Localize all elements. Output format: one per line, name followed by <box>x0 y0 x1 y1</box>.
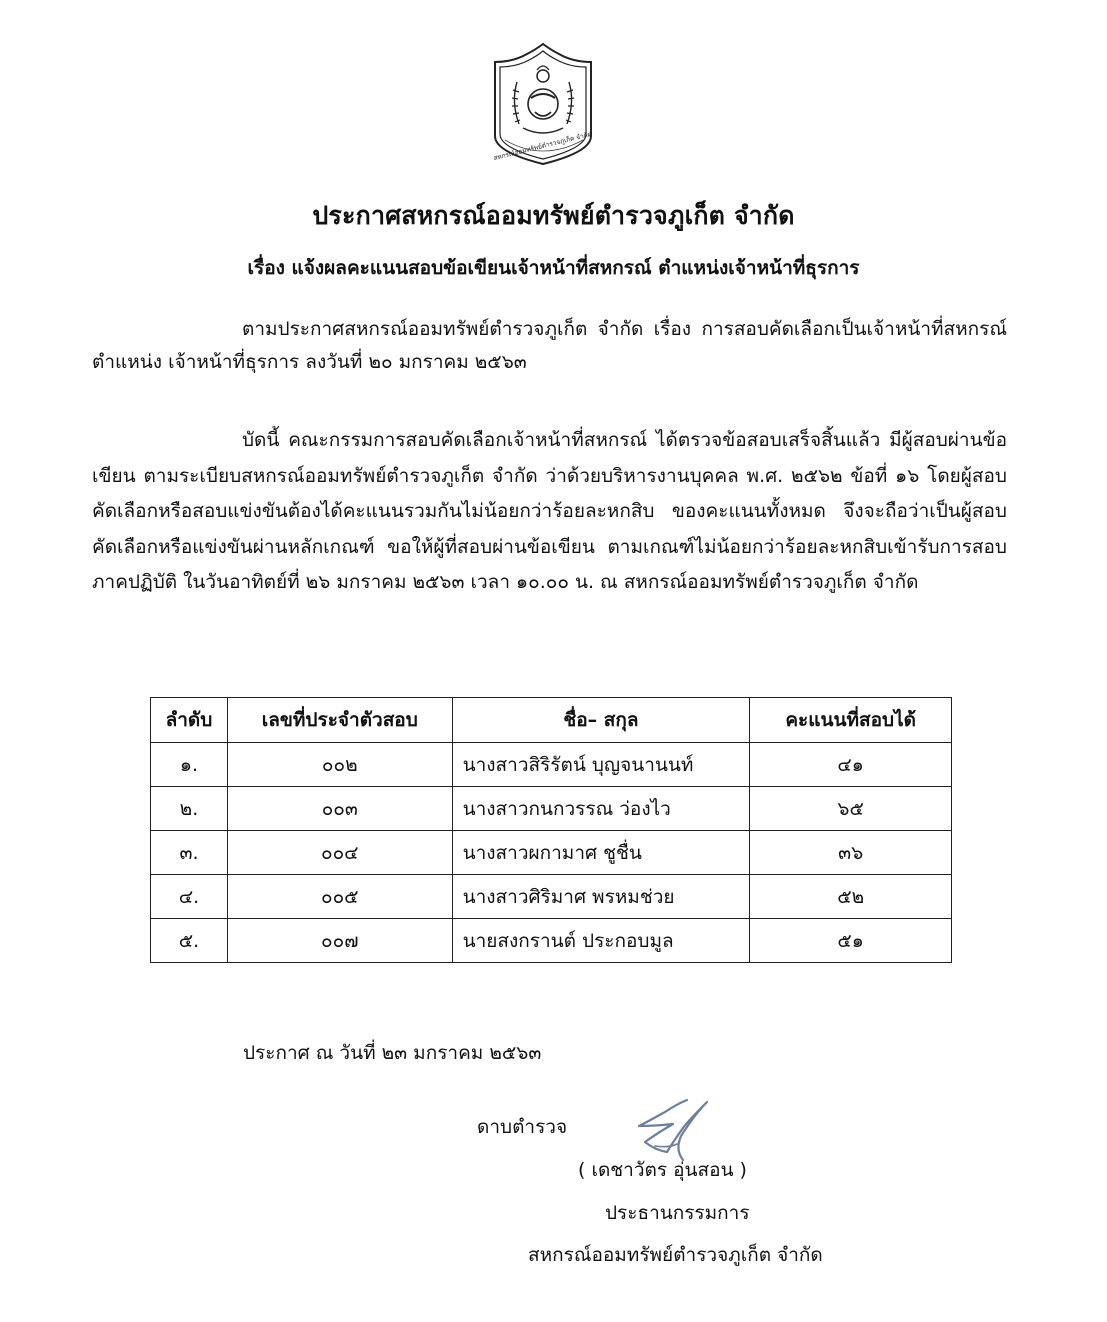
paragraph-results <box>92 423 1007 601</box>
announcement-date: ประกาศ ณ วันที่ ๒๓ มกราคม ๒๕๖๓ <box>243 1042 542 1064</box>
header-score: คะแนนที่สอบได้ <box>750 698 952 743</box>
signer-rank: ดาบตำรวจ <box>477 1116 568 1138</box>
cell-name: นายสงกรานต์ ประกอบมูล <box>452 919 750 963</box>
cell-order: ๒. <box>151 787 228 831</box>
header-name: ชื่อ– สกุล <box>452 698 750 743</box>
cell-exam-id: ๐๐๗ <box>227 919 452 963</box>
signer-position: ประธานกรรมการ <box>605 1202 750 1224</box>
cell-score: ๕๑ <box>750 919 952 963</box>
signer-name: ( เดชาวัตร อุ่นสอน ) <box>578 1159 747 1181</box>
cell-name: นางสาวสิริรัตน์ บุญจนานนท์ <box>452 743 750 787</box>
header-exam-id: เลขที่ประจำตัวสอบ <box>227 698 452 743</box>
table-row <box>151 831 952 875</box>
cell-order: ๔. <box>151 875 228 919</box>
paragraph-reference-text: ตามประกาศสหกรณ์ออมทรัพย์ตำรวจภูเก็ต จำกัด เรื่อง การสอบคัดเลือกเป็นเจ้าหน้าที่สหกรณ์ ตำแหน่ง เจ้าหน้าที่ธุรการ ลงวันที่ ๒๐ มกราคม ๒๕๖๓ <box>92 318 1007 373</box>
announcement-title: ประกาศสหกรณ์ออมทรัพย์ตำรวจภูเก็ต จำกัด <box>312 201 795 230</box>
announcement-subject: เรื่อง แจ้งผลคะแนนสอบข้อเขียนเจ้าหน้าที่สหกรณ์ ตำแหน่งเจ้าหน้าที่ธุรการ <box>247 257 860 279</box>
cell-name: นางสาวกนกวรรณ ว่องไว <box>452 787 750 831</box>
table-row <box>151 875 952 919</box>
header-order: ลำดับ <box>151 698 228 743</box>
cell-name: นางสาวผกามาศ ชูชื่น <box>452 831 750 875</box>
signer-organization: สหกรณ์ออมทรัพย์ตำรวจภูเก็ต จำกัด <box>528 1244 823 1266</box>
cell-exam-id: ๐๐๓ <box>227 787 452 831</box>
seal-text: สหกรณ์ออมทรัพย์ตำรวจภูเก็ต จำกัด <box>492 129 593 163</box>
cell-exam-id: ๐๐๕ <box>227 875 452 919</box>
cell-name: นางสาวศิริมาศ พรหมช่วย <box>452 875 750 919</box>
cell-order: ๑. <box>151 743 228 787</box>
cell-order: ๓. <box>151 831 228 875</box>
cooperative-seal-logo <box>483 40 603 168</box>
table-header-row <box>151 698 952 743</box>
cell-score: ๕๒ <box>750 875 952 919</box>
cell-exam-id: ๐๐๔ <box>227 831 452 875</box>
cell-score: ๖๕ <box>750 787 952 831</box>
cell-order: ๕. <box>151 919 228 963</box>
table-row <box>151 743 952 787</box>
table-row <box>151 787 952 831</box>
paragraph-results-text: บัดนี้ คณะกรรมการสอบคัดเลือกเจ้าหน้าที่สหกรณ์ ได้ตรวจข้อสอบเสร็จสิ้นแล้ว มีผู้สอบผ่านข้อเขียน ตามระเบียบสหกรณ์ออมทรัพย์ตำรวจภูเก็ต จำกัด ว่าด้วยบริหารงานบุคคล พ.ศ. ๒๕๖๒ ข้อที่ ๑๖ โดยผู้สอบคัดเลือกหรือสอบแข่งขันต้องได้คะแนนรวมกันไม่น้อยกว่าร้อยละหกสิบ ของคะแนนทั้งหมด จึงจะถือว่าเป็นผู้สอบคัดเลือกหรือแข่งขันผ่านหลักเกณฑ์ ขอให้ผู้ที่สอบผ่านข้อเขียน ตามเกณฑ์ไม่น้อยกว่าร้อยละหกสิบเข้ารับการสอบภาคปฏิบัติ ในวันอาทิตย์ที่ ๒๖ มกราคม ๒๕๖๓ เวลา ๑๐.๐๐ น. ณ สหกรณ์ออมทรัพย์ตำรวจภูเก็ต จำกัด <box>92 429 1007 593</box>
cell-exam-id: ๐๐๒ <box>227 743 452 787</box>
paragraph-reference <box>92 313 1007 379</box>
cell-score: ๓๖ <box>750 831 952 875</box>
table-row <box>151 919 952 963</box>
scores-table <box>150 697 952 963</box>
cell-score: ๔๑ <box>750 743 952 787</box>
